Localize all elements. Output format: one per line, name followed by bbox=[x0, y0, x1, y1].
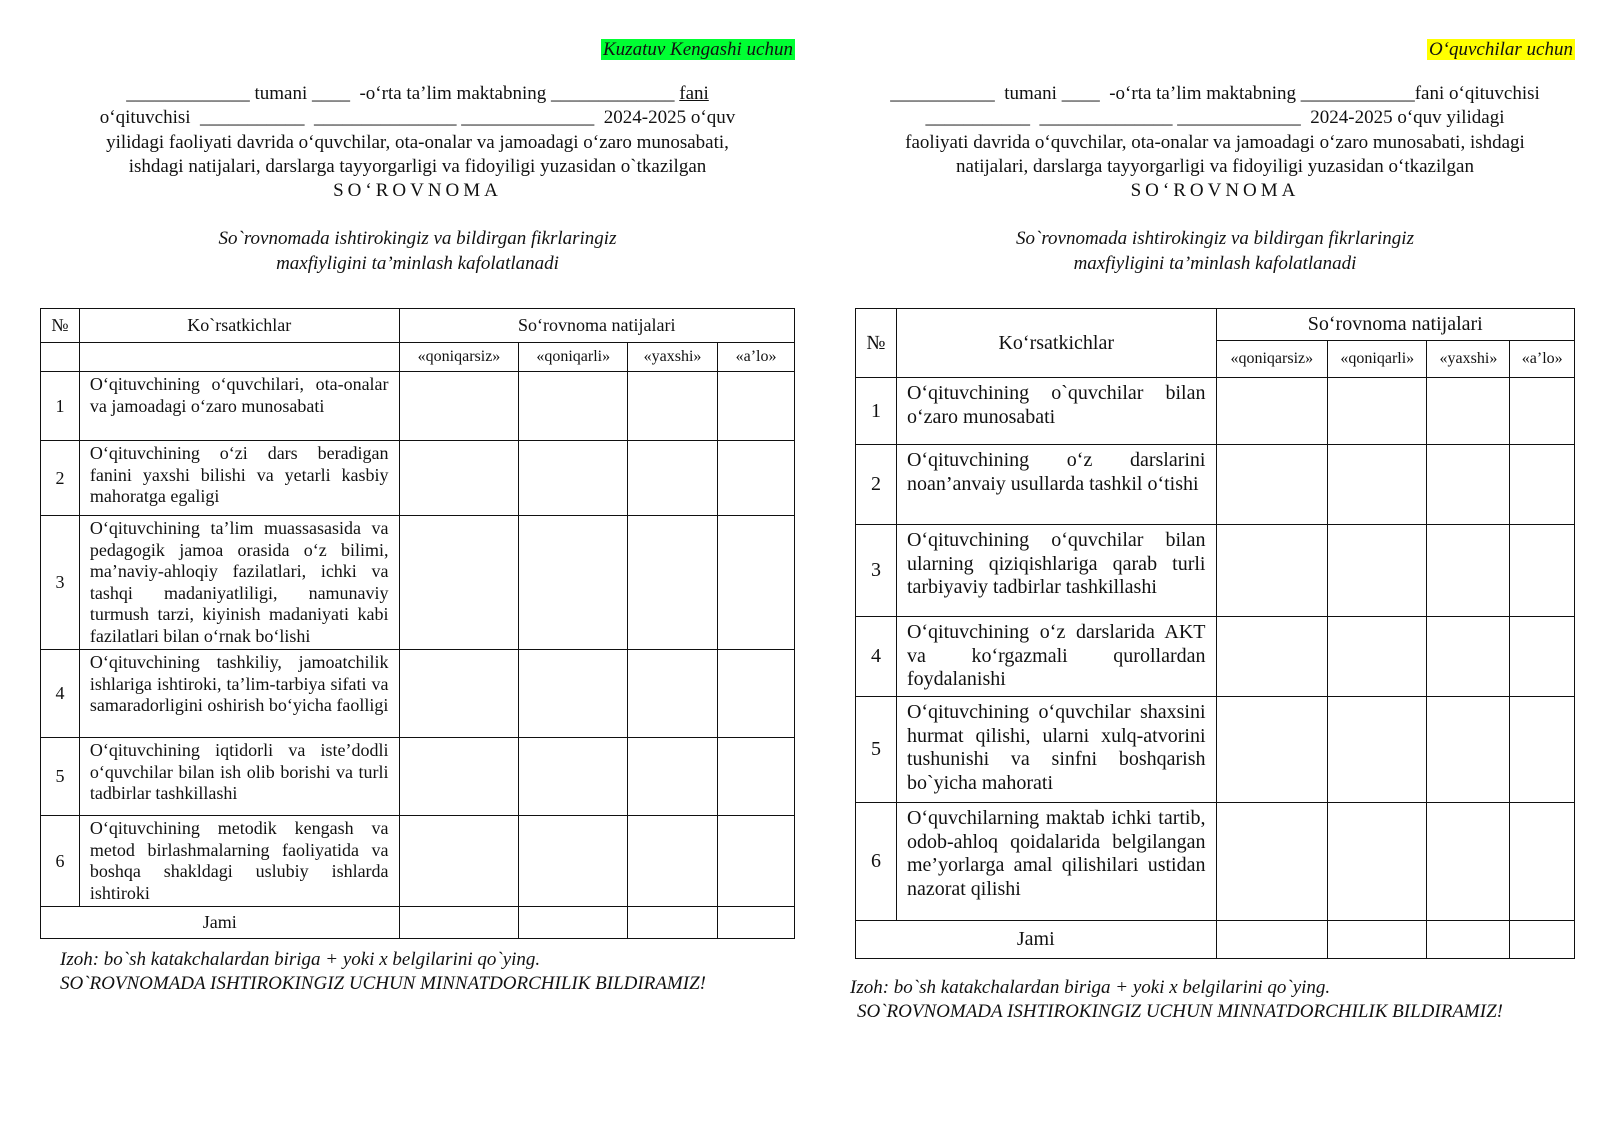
table-row bbox=[41, 441, 795, 516]
form-title: SO‘ROVNOMA bbox=[1130, 180, 1300, 202]
survey-form-students bbox=[850, 38, 1575, 1022]
confidentiality-note: So`rovnomada ishtirokingiz va bildirgan fikrlaringiz maxfiyligini ta’minlash kafolatlanadi bbox=[218, 228, 617, 274]
grade-header: «qoniqarli» bbox=[1328, 341, 1427, 378]
answer-cell[interactable] bbox=[718, 516, 795, 650]
answer-cell[interactable] bbox=[1427, 803, 1510, 921]
row-number: 6 bbox=[856, 803, 897, 921]
total-cell[interactable] bbox=[627, 907, 717, 939]
answer-cell[interactable] bbox=[718, 372, 795, 441]
row-number: 1 bbox=[856, 378, 897, 445]
total-cell[interactable] bbox=[399, 907, 519, 939]
row-number: 1 bbox=[41, 372, 80, 441]
grade-header: «yaxshi» bbox=[627, 343, 717, 372]
empty-cell bbox=[41, 343, 80, 372]
answer-cell[interactable] bbox=[1216, 697, 1328, 803]
column-header-results: So‘rovnoma natijalari bbox=[399, 309, 794, 343]
answer-cell[interactable] bbox=[1328, 617, 1427, 697]
answer-cell[interactable] bbox=[1216, 378, 1328, 445]
answer-cell[interactable] bbox=[1427, 617, 1510, 697]
answer-cell[interactable] bbox=[1328, 697, 1427, 803]
answer-cell[interactable] bbox=[718, 816, 795, 907]
table-row bbox=[41, 372, 795, 441]
form-title: SO‘ROVNOMA bbox=[333, 180, 502, 202]
row-number: 4 bbox=[856, 617, 897, 697]
total-cell[interactable] bbox=[519, 907, 628, 939]
header-line-2: ___________ ______________ _____________ 2024-2025 o‘quv yilidagi bbox=[925, 107, 1505, 129]
answer-cell[interactable] bbox=[1216, 525, 1328, 617]
answer-cell[interactable] bbox=[627, 650, 717, 738]
answer-cell[interactable] bbox=[1510, 525, 1575, 617]
answer-cell[interactable] bbox=[399, 816, 519, 907]
total-row bbox=[856, 921, 1575, 959]
table-row bbox=[41, 516, 795, 650]
grade-header: «a’lo» bbox=[1510, 341, 1575, 378]
answer-cell[interactable] bbox=[718, 650, 795, 738]
answer-cell[interactable] bbox=[1427, 378, 1510, 445]
answer-cell[interactable] bbox=[627, 738, 717, 816]
form-header bbox=[40, 82, 795, 203]
column-header-indicators: Ko`rsatkichlar bbox=[79, 309, 399, 343]
thanks-text: SO`ROVNOMADA ISHTIROKINGIZ UCHUN MINNATDORCHILIK BILDIRAMIZ! bbox=[60, 972, 706, 994]
table-row bbox=[41, 816, 795, 907]
answer-cell[interactable] bbox=[627, 372, 717, 441]
answer-cell[interactable] bbox=[627, 441, 717, 516]
survey-table bbox=[855, 308, 1575, 959]
answer-cell[interactable] bbox=[1328, 378, 1427, 445]
answer-cell[interactable] bbox=[519, 516, 628, 650]
table-row bbox=[856, 697, 1575, 803]
answer-cell[interactable] bbox=[1427, 697, 1510, 803]
answer-cell[interactable] bbox=[399, 650, 519, 738]
grade-header: «a’lo» bbox=[718, 343, 795, 372]
answer-cell[interactable] bbox=[399, 738, 519, 816]
total-label: Jami bbox=[856, 921, 1217, 959]
instructions-note bbox=[850, 976, 1503, 1023]
indicator-text: O‘qituvchining o‘zi dars beradigan fanini yaxshi bilishi va yetarli kasbiy mahoratga egaligi bbox=[79, 441, 399, 516]
column-header-number: № bbox=[856, 309, 897, 378]
row-number: 4 bbox=[41, 650, 80, 738]
header-line-2: o‘qituvchisi ___________ _______________ ______________ 2024-2025 o‘quv bbox=[99, 107, 736, 129]
answer-cell[interactable] bbox=[399, 441, 519, 516]
table-row bbox=[856, 525, 1575, 617]
answer-cell[interactable] bbox=[1216, 617, 1328, 697]
form-header bbox=[855, 82, 1575, 203]
grade-header: «yaxshi» bbox=[1427, 341, 1510, 378]
grade-header: «qoniqarsiz» bbox=[399, 343, 519, 372]
answer-cell[interactable] bbox=[399, 516, 519, 650]
indicator-text: O‘qituvchining ta’lim muassasasida va pedagogik jamoa orasida o‘z bilimi, ma’naviy-ahloqiy fazilatlari, ichki va tashqi madaniyatliligi, namunaviy turmush tarzi, kiyinish madaniyati kabi fazilatlari bilan o‘rnak bo‘lishi bbox=[79, 516, 399, 650]
indicator-text: O‘qituvchining o‘quvchilari, ota-onalar va jamoadagi o‘zaro munosabati bbox=[79, 372, 399, 441]
answer-cell[interactable] bbox=[1510, 697, 1575, 803]
column-header-results: So‘rovnoma natijalari bbox=[1216, 309, 1575, 341]
header-line-4: natijalari, darslarga tayyorgarligi va fidoyiligi yuzasidan o‘tkazilgan bbox=[956, 155, 1474, 177]
table-row bbox=[856, 617, 1575, 697]
answer-cell[interactable] bbox=[1510, 378, 1575, 445]
header-line-1: ___________ tumani ____ -o‘rta ta’lim maktabning ____________fani o‘qituvchisi bbox=[890, 83, 1540, 104]
total-cell[interactable] bbox=[1216, 921, 1328, 959]
column-header-number: № bbox=[41, 309, 80, 343]
answer-cell[interactable] bbox=[718, 738, 795, 816]
indicator-text: O‘qituvchining metodik kengash va metod birlashmalarning faoliyatida va boshqa shakldagi uslubiy ishlarda ishtiroki bbox=[79, 816, 399, 907]
total-label: Jami bbox=[41, 907, 400, 939]
answer-cell[interactable] bbox=[718, 441, 795, 516]
answer-cell[interactable] bbox=[519, 441, 628, 516]
total-cell[interactable] bbox=[1328, 921, 1427, 959]
answer-cell[interactable] bbox=[1510, 803, 1575, 921]
answer-cell[interactable] bbox=[399, 372, 519, 441]
table-row bbox=[41, 650, 795, 738]
header-line-3: faoliyati davrida o‘quvchilar, ota-onalar va jamoadagi o‘zaro munosabati, ishdagi bbox=[905, 131, 1525, 153]
indicator-text: O‘quvchilarning maktab ichki tartib, odob-ahloq qoidalarida belgilangan me’yorlarga amal qilishilari ustidan nazorat qilishi bbox=[896, 803, 1216, 921]
survey-table bbox=[40, 308, 795, 939]
indicator-text: O‘qituvchining iqtidorli va iste’dodli o‘quvchilar bilan ish olib borishi va turli tadbirlar tashkillashi bbox=[79, 738, 399, 816]
survey-form-council bbox=[40, 38, 795, 994]
table-row bbox=[41, 738, 795, 816]
instruction-text: Izoh: bo`sh katakchalardan biriga + yoki x belgilarini qo`ying. bbox=[850, 977, 1331, 998]
header-line-3: yilidagi faoliyati davrida o‘quvchilar, ota-onalar va jamoadagi o‘zaro munosabati, bbox=[106, 131, 729, 153]
answer-cell[interactable] bbox=[519, 816, 628, 907]
answer-cell[interactable] bbox=[627, 516, 717, 650]
grade-header: «qoniqarsiz» bbox=[1216, 341, 1328, 378]
total-cell[interactable] bbox=[718, 907, 795, 939]
indicator-text: O‘qituvchining tashkiliy, jamoatchilik ishlariga ishtiroki, ta’lim-tarbiya sifati va samaradorligini oshirish bo‘yicha faolligi bbox=[79, 650, 399, 738]
answer-cell[interactable] bbox=[519, 738, 628, 816]
total-row bbox=[41, 907, 795, 939]
row-number: 5 bbox=[41, 738, 80, 816]
confidentiality-note: So`rovnomada ishtirokingiz va bildirgan fikrlaringiz maxfiyligini ta’minlash kafolatlanadi bbox=[1016, 228, 1414, 274]
indicator-text: O‘qituvchining o‘quvchilar shaxsini hurmat qilishi, ularni xulq-atvorini tushunishi va sinfni boshqarish bo`yicha mahorati bbox=[896, 697, 1216, 803]
header-line-4: ishdagi natijalari, darslarga tayyorgarligi va fidoyiligi yuzasidan o`tkazilgan bbox=[128, 155, 707, 177]
answer-cell[interactable] bbox=[1427, 445, 1510, 525]
instruction-text: Izoh: bo`sh katakchalardan biriga + yoki x belgilarini qo`ying. bbox=[60, 949, 541, 970]
row-number: 2 bbox=[41, 441, 80, 516]
table-row bbox=[856, 445, 1575, 525]
instructions-note bbox=[60, 948, 706, 995]
answer-cell[interactable] bbox=[1328, 445, 1427, 525]
answer-cell[interactable] bbox=[1427, 525, 1510, 617]
indicator-text: O‘qituvchining o`quvchilar bilan o‘zaro munosabati bbox=[896, 378, 1216, 445]
answer-cell[interactable] bbox=[1510, 617, 1575, 697]
indicator-text: O‘qituvchining o‘z darslarini noan’anvaiy usullarda tashkil o‘tishi bbox=[896, 445, 1216, 525]
answer-cell[interactable] bbox=[1328, 525, 1427, 617]
row-number: 5 bbox=[856, 697, 897, 803]
row-number: 2 bbox=[856, 445, 897, 525]
audience-tag: Kuzatuv Kengashi uchun bbox=[603, 39, 793, 60]
total-cell[interactable] bbox=[1427, 921, 1510, 959]
answer-cell[interactable] bbox=[1216, 445, 1328, 525]
table-row bbox=[856, 803, 1575, 921]
grade-header: «qoniqarli» bbox=[519, 343, 628, 372]
thanks-text: SO`ROVNOMADA ISHTIROKINGIZ UCHUN MINNATDORCHILIK BILDIRAMIZ! bbox=[857, 1000, 1503, 1022]
row-number: 6 bbox=[41, 816, 80, 907]
answer-cell[interactable] bbox=[519, 650, 628, 738]
indicator-text: O‘qituvchining o‘quvchilar bilan ularning qiziqishlariga qarab turli tarbiyaviy tadbirlar tashkillashi bbox=[896, 525, 1216, 617]
table-row bbox=[856, 378, 1575, 445]
indicator-text: O‘qituvchining o‘z darslarida AKT va ko‘rgazmali qurollardan foydalanishi bbox=[896, 617, 1216, 697]
empty-cell bbox=[79, 343, 399, 372]
answer-cell[interactable] bbox=[1328, 803, 1427, 921]
answer-cell[interactable] bbox=[519, 372, 628, 441]
header-line-1: _____________ tumani ____ -o‘rta ta’lim maktabning _____________ fani bbox=[126, 83, 709, 104]
answer-cell[interactable] bbox=[627, 816, 717, 907]
row-number: 3 bbox=[856, 525, 897, 617]
answer-cell[interactable] bbox=[1510, 445, 1575, 525]
column-header-indicators: Ko‘rsatkichlar bbox=[896, 309, 1216, 378]
audience-tag: O‘quvchilar uchun bbox=[1428, 39, 1573, 60]
answer-cell[interactable] bbox=[1216, 803, 1328, 921]
row-number: 3 bbox=[41, 516, 80, 650]
total-cell[interactable] bbox=[1510, 921, 1575, 959]
